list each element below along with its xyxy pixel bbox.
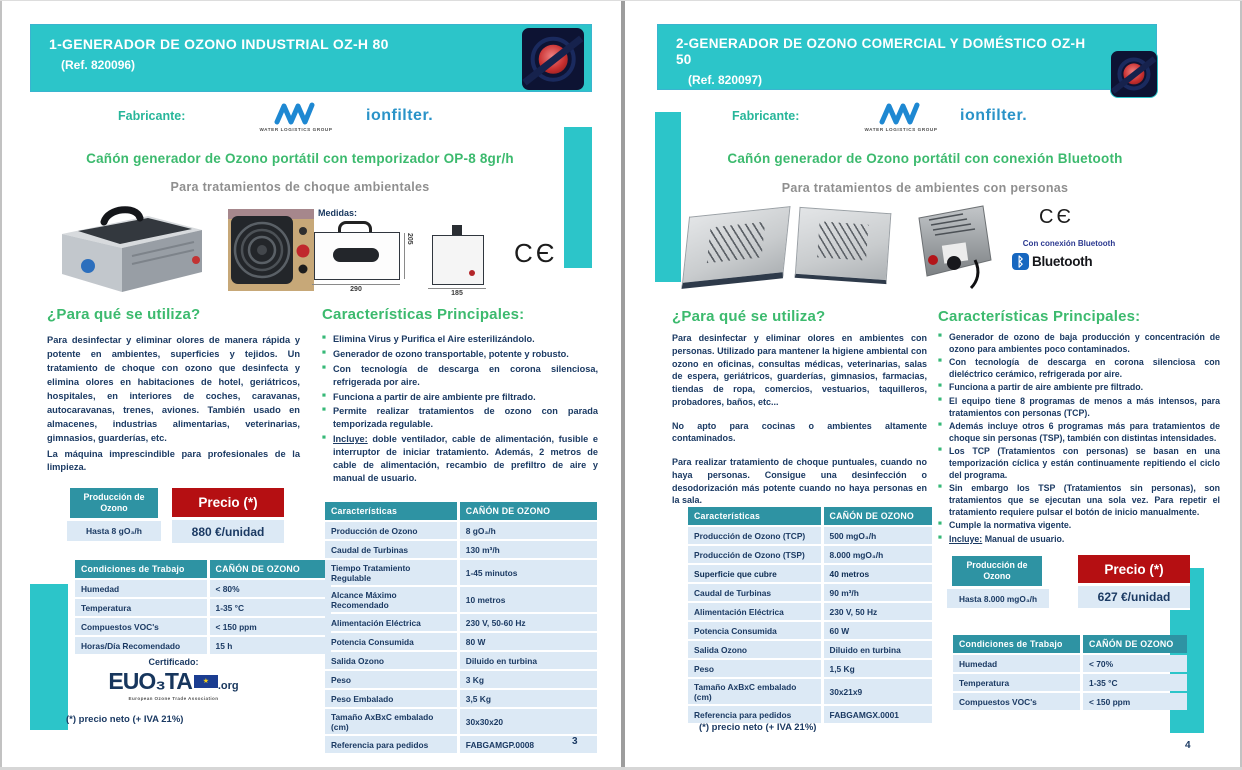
dim-width-label: 290 [312,284,400,293]
row-value: 8 gO₃/h [460,522,597,539]
char-col-header: Características [325,502,457,520]
anti-covid-badge-icon [521,27,585,91]
working-conditions-table [950,633,1190,712]
row-label: Alcance Máximo Recomendado [325,587,457,612]
table-row [953,693,1187,710]
table-row [953,655,1187,672]
row-label: Tamaño AxBxC embalado (cm) [688,679,821,704]
row-value: 80 W [460,633,597,650]
table-row [325,522,597,539]
row-label: Compuestos VOC's [75,618,207,635]
production-box-header: Producción de Ozono [952,556,1042,586]
row-label: Producción de Ozono (TCP) [688,527,821,544]
row-label: Peso [688,660,821,677]
accent-bar [655,112,681,282]
page1-title: 1-GENERADOR DE OZONO INDUSTRIAL OZ-H 80 [49,36,389,52]
row-value: 30x30x20 [460,709,597,734]
row-value: 15 h [210,637,331,654]
table-row [688,565,932,582]
paragraph: Para desinfectar y eliminar olores de manera rápida y potente en ambientes, superficies y tejidos. Un tratamiento de choque con ozono que desinfecta y elimina olores en habitaciones de hotel, geriátricos, hospitales, en interiores de coches, caravanas, autocaravanas, trenes, aviones. También usado en almacenes, industrias alimentarias, veterinarias, gimnasios, guarderías, etc. [47,335,300,443]
table-row [75,580,331,597]
dimension-drawing-side [428,225,492,297]
characteristics-table [322,500,600,755]
page-2 [627,0,1242,770]
row-label: Referencia para pedidos [325,736,457,753]
row-value: 90 m³/h [824,584,932,601]
row-value: 10 metros [460,587,597,612]
table-row [325,671,597,688]
water-logistics-logo-icon [272,101,320,125]
ce-mark-icon: CЄ [514,238,558,268]
bluetooth-logo [1012,253,1092,270]
usage-heading: ¿Para qué se utiliza? [672,308,826,325]
row-value: 230 V, 50-60 Hz [460,614,597,631]
row-label: Superficie que cubre [688,565,821,582]
price-box-header: Precio (*) [1078,555,1190,583]
top-edge [0,0,1242,1]
features-list [322,333,598,487]
row-value: < 150 ppm [210,618,331,635]
row-value: 30x21x9 [824,679,932,704]
row-value: 1-35 °C [210,599,331,616]
features-heading: Características Principales: [938,308,1141,325]
table-row [688,527,932,544]
cond-col-header: CAÑÓN DE OZONO [210,560,331,578]
feature-item: ■ Incluye: Manual de usuario. [938,534,1220,546]
table-row [688,546,932,563]
features-heading: Características Principales: [322,306,525,323]
feature-item: ■ Funciona a partir de aire ambiente pre filtrado. [322,391,598,404]
row-label: Potencia Consumida [325,633,457,650]
page1-ref: (Ref. 820096) [61,58,136,73]
feature-item: ■ Generador de ozono de baja producción y concentración de ozono para ambientes poco contaminados. [938,332,1220,355]
row-label: Peso [325,671,457,688]
eu-flag-icon: ★ [194,675,218,688]
page1-header-banner [30,24,592,92]
row-value: < 80% [210,580,331,597]
table-row [325,736,597,753]
production-box-value: Hasta 8 gO₃/h [67,521,161,541]
table-row [325,560,597,585]
table-row [688,706,932,723]
row-value: 130 m³/h [460,541,597,558]
table-row [75,599,331,616]
row-label: Caudal de Turbinas [325,541,457,558]
row-value: FABGAMGX.0001 [824,706,932,723]
product-photo-cannon [52,204,214,296]
row-label: Peso Embalado [325,690,457,707]
table-row [325,633,597,650]
feature-item: ■ Los TCP (Tratamientos con personas) se basan en una temporización cíclica y están continuamente repitiendo el ciclo del programa. [938,446,1220,481]
product-title: Cañón generador de Ozono portátil con conexión Bluetooth [727,151,1123,166]
price-box-value: 627 €/unidad [1078,586,1190,608]
table-row [688,603,932,620]
euota-org-text: .org [217,680,239,692]
feature-item: ■ Cumple la normativa vigente. [938,520,1220,532]
usage-text [672,332,927,518]
char-col-header: CAÑÓN DE OZONO [824,507,932,525]
price-footnote: (*) precio neto (+ IVA 21%) [699,722,817,733]
feature-item: ■ Además incluye otros 6 programas más para tratamientos de choque sin personas (TSP), también con distintas intensidades. [938,421,1220,444]
row-value: 60 W [824,622,932,639]
product-subtitle: Para tratamientos de choque ambientales [170,180,430,194]
usage-heading: ¿Para qué se utiliza? [47,306,201,323]
dimension-drawing-front [312,221,416,297]
bluetooth-wordmark: Bluetooth [1032,254,1093,269]
table-row [953,674,1187,691]
row-label: Referencia para pedidos [688,706,821,723]
euota-logo-text: EUO₃TA [108,668,192,694]
price-box-header: Precio (*) [172,488,284,517]
row-label: Horas/Día Recomendado [75,637,207,654]
accent-bar [564,127,592,268]
paragraph: La máquina imprescindible para profesionales de la limpieza. [47,448,300,473]
feature-item: ■ Elimina Virus y Purifica el Aire esterilizándolo. [322,333,598,346]
anti-covid-badge-icon [1110,50,1158,98]
features-list [938,332,1220,547]
row-value: 3,5 Kg [460,690,597,707]
production-box-header: Producción de Ozono [70,488,158,518]
char-col-header: CAÑÓN DE OZONO [460,502,597,520]
product-photo-fan [228,209,314,291]
price-footnote: (*) precio neto (+ IVA 21%) [66,714,184,725]
row-label: Humedad [75,580,207,597]
feature-item: ■ Sin embargo los TSP (Tratamientos sin personas), son tratamientos que se ejecutan una sola vez. Para repetir el tratamiento requiere pulsar el botón de inicio manualmente. [938,483,1220,518]
table-row [688,679,932,704]
fabricante-label: Fabricante: [732,109,800,123]
page2-ref: (Ref. 820097) [688,73,763,88]
paragraph: Para desinfectar y eliminar olores en ambientes con personas. Utilizado para mantener la higiene ambiental con ozono en oficinas, consultas médicas, veterinarias, salas de espera, geriátricos, guarderías, gimnasios, farmacias, tiendas de ropa, comercios, vestuarios, taquilleros, probadores, baños, etc... [672,333,927,407]
product-subtitle: Para tratamientos de ambientes con personas [781,181,1069,195]
table-row [325,541,597,558]
row-value: 8.000 mgO₃/h [824,546,932,563]
feature-item: ■ Funciona a partir de aire ambiente pre filtrado. [938,382,1220,394]
page-number: 4 [1185,740,1191,751]
table-row [325,690,597,707]
table-row [688,660,932,677]
paragraph: Para realizar tratamiento de choque puntuales, cuando no haya personas. Consigue una desinfección o desodorización más potente cuando no haya personas en la sala. [672,457,927,506]
row-label: Tamaño AxBxC embalado (cm) [325,709,457,734]
dim-height-label: 205 [404,233,413,279]
row-value: 40 metros [824,565,932,582]
feature-item: ■ Generador de ozono transportable, potente y robusto. [322,348,598,361]
table-row [325,587,597,612]
row-value: 1,5 Kg [824,660,932,677]
row-label: Potencia Consumida [688,622,821,639]
ionfilter-logo: ionfilter. [366,107,434,124]
medidas-label: Medidas: [318,208,358,218]
paragraph: No apto para cocinas o ambientes altamente contaminados. [672,420,927,444]
table-row [325,709,597,734]
cond-col-header: CAÑÓN DE OZONO [1083,635,1187,653]
row-label: Salida Ozono [325,652,457,669]
product-title: Cañón generador de Ozono portátil con temporizador OP-8 8gr/h [86,151,514,166]
table-row [325,614,597,631]
row-value: < 150 ppm [1083,693,1187,710]
page-number: 3 [572,736,578,747]
feature-item: ■ Permite realizar tratamientos de ozono con parada temporizada regulable. [322,405,598,431]
table-row [325,652,597,669]
dim-depth-label: 185 [428,288,486,297]
row-label: Compuestos VOC's [953,693,1080,710]
product-photo-front-view [795,207,892,284]
char-col-header: Características [688,507,821,525]
feature-item: ■ Incluye: doble ventilador, cable de alimentación, fusible e interruptor de iniciar tratamiento. Además, 2 metros de cable de alimentación, recambio de prefiltro de aire y manual de usuario. [322,433,598,485]
table-row [688,584,932,601]
product-photo-top-view [681,206,790,289]
table-row [688,622,932,639]
working-conditions-table [72,558,334,656]
row-value: 1-45 minutos [460,560,597,585]
euota-caption: European Ozone Trade Association [128,696,219,701]
row-label: Alimentación Eléctrica [325,614,457,631]
cond-col-header: Condiciones de Trabajo [953,635,1080,653]
row-value: Diluido en turbina [824,641,932,658]
row-label: Producción de Ozono [325,522,457,539]
table-row [688,641,932,658]
row-value: 230 V, 50 Hz [824,603,932,620]
row-label: Humedad [953,655,1080,672]
page2-title: 2-GENERADOR DE OZONO COMERCIAL Y DOMÉSTICO OZ-H 50 [676,36,1086,67]
water-logistics-caption: WATER LOGISTICS GROUP [259,127,333,132]
bluetooth-caption: Con conexión Bluetooth [1022,239,1116,248]
row-value: 500 mgO₃/h [824,527,932,544]
euota-logo [47,668,300,701]
row-label: Alimentación Eléctrica [688,603,821,620]
bluetooth-icon: ᛒ [1012,253,1029,270]
page2-header-banner [657,24,1157,90]
water-logistics-logo-icon [877,101,925,125]
characteristics-table [685,505,935,725]
ce-mark-icon: CЄ [1039,206,1074,228]
row-label: Temperatura [75,599,207,616]
row-label: Caudal de Turbinas [688,584,821,601]
water-logistics-caption: WATER LOGISTICS GROUP [864,127,938,132]
left-edge [0,0,2,770]
row-value: 3 Kg [460,671,597,688]
usage-text [47,334,300,477]
feature-item: ■ Con tecnología de descarga en corona silenciosa con dieléctrico cerámico, refrigerada por aire. [938,357,1220,380]
table-row [75,637,331,654]
production-box-value: Hasta 8.000 mgO₃/h [947,589,1049,608]
row-value: Diluido en turbina [460,652,597,669]
feature-item: ■ Con tecnología de descarga en corona silenciosa, refrigerada por aire. [322,363,598,389]
row-value: FABGAMGP.0008 [460,736,597,753]
row-label: Salida Ozono [688,641,821,658]
cond-col-header: Condiciones de Trabajo [75,560,207,578]
page-divider [621,0,625,770]
certificado-label: Certificado: [148,657,199,667]
table-row [75,618,331,635]
feature-item: ■ El equipo tiene 8 programas de menos a más intensos, para tratamientos con personas (TCP). [938,396,1220,419]
row-label: Tiempo Tratamiento Regulable [325,560,457,585]
row-label: Temperatura [953,674,1080,691]
row-value: 1-35 °C [1083,674,1187,691]
price-box-value: 880 €/unidad [172,520,284,543]
row-label: Producción de Ozono (TSP) [688,546,821,563]
ionfilter-logo: ionfilter. [960,107,1028,124]
fabricante-label: Fabricante: [118,109,186,123]
product-photo-rear-view [907,202,997,290]
row-value: < 70% [1083,655,1187,672]
